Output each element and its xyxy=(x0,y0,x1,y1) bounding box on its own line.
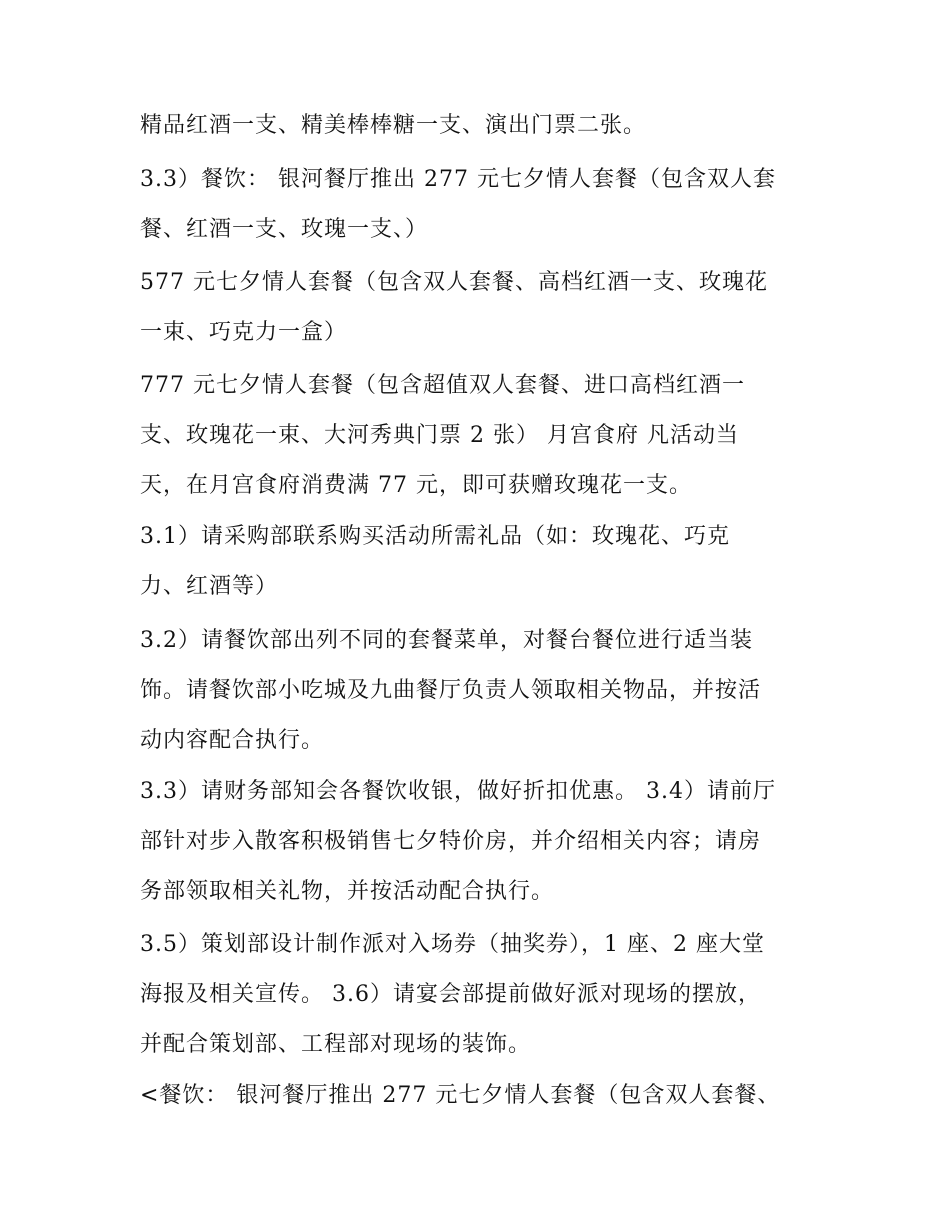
text-line-11: 3.2）请餐饮部出列不同的套餐菜单，对餐台餐位进行适当装 xyxy=(140,628,753,653)
text-line-15: 部针对步入散客积极销售七夕特价房，并介绍相关内容；请房 xyxy=(140,829,762,854)
text-line-18: 海报及相关宣传。 3.6）请宴会部提前做好派对现场的摆放， xyxy=(140,982,761,1007)
text-line-1: 精品红酒一支、精美棒棒糖一支、演出门票二张。 xyxy=(140,113,647,138)
text-line-10: 力、红酒等） xyxy=(140,574,279,599)
text-line-17: 3.5）策划部设计制作派对入场券（抽奖券），1 座、2 座大堂 xyxy=(140,932,765,957)
text-line-8: 天，在月宫食府消费满 77 元，即可获赠玫瑰花一支。 xyxy=(140,473,692,498)
text-line-6: 777 元七夕情人套餐（包含超值双人套餐、进口高档红酒一 xyxy=(140,373,745,398)
text-line-16: 务部领取相关礼物，并按活动配合执行。 xyxy=(140,879,555,904)
text-line-19: 并配合策划部、工程部对现场的装饰。 xyxy=(140,1032,532,1057)
text-line-13: 动内容配合执行。 xyxy=(140,728,325,753)
text-line-9: 3.1）请采购部联系购买活动所需礼品（如：玫瑰花、巧克 xyxy=(140,524,730,549)
text-line-12: 饰。请餐饮部小吃城及九曲餐厅负责人领取相关物品，并按活 xyxy=(140,678,762,703)
text-line-2: 3.3）餐饮： 银河餐厅推出 277 元七夕情人套餐（包含双人套 xyxy=(140,167,776,192)
text-line-4: 577 元七夕情人套餐（包含双人套餐、高档红酒一支、玫瑰花 xyxy=(140,270,768,295)
text-line-3: 餐、红酒一支、玫瑰一支、） xyxy=(140,217,429,242)
text-line-20: <餐饮： 银河餐厅推出 277 元七夕情人套餐（包含双人套餐、 xyxy=(140,1083,781,1108)
text-line-7: 支、玫瑰花一束、大河秀典门票 2 张） 月宫食府 凡活动当 xyxy=(140,423,739,448)
text-line-5: 一束、巧克力一盒） xyxy=(140,320,348,345)
text-line-14: 3.3）请财务部知会各餐饮收银，做好折扣优惠。 3.4）请前厅 xyxy=(140,779,776,804)
